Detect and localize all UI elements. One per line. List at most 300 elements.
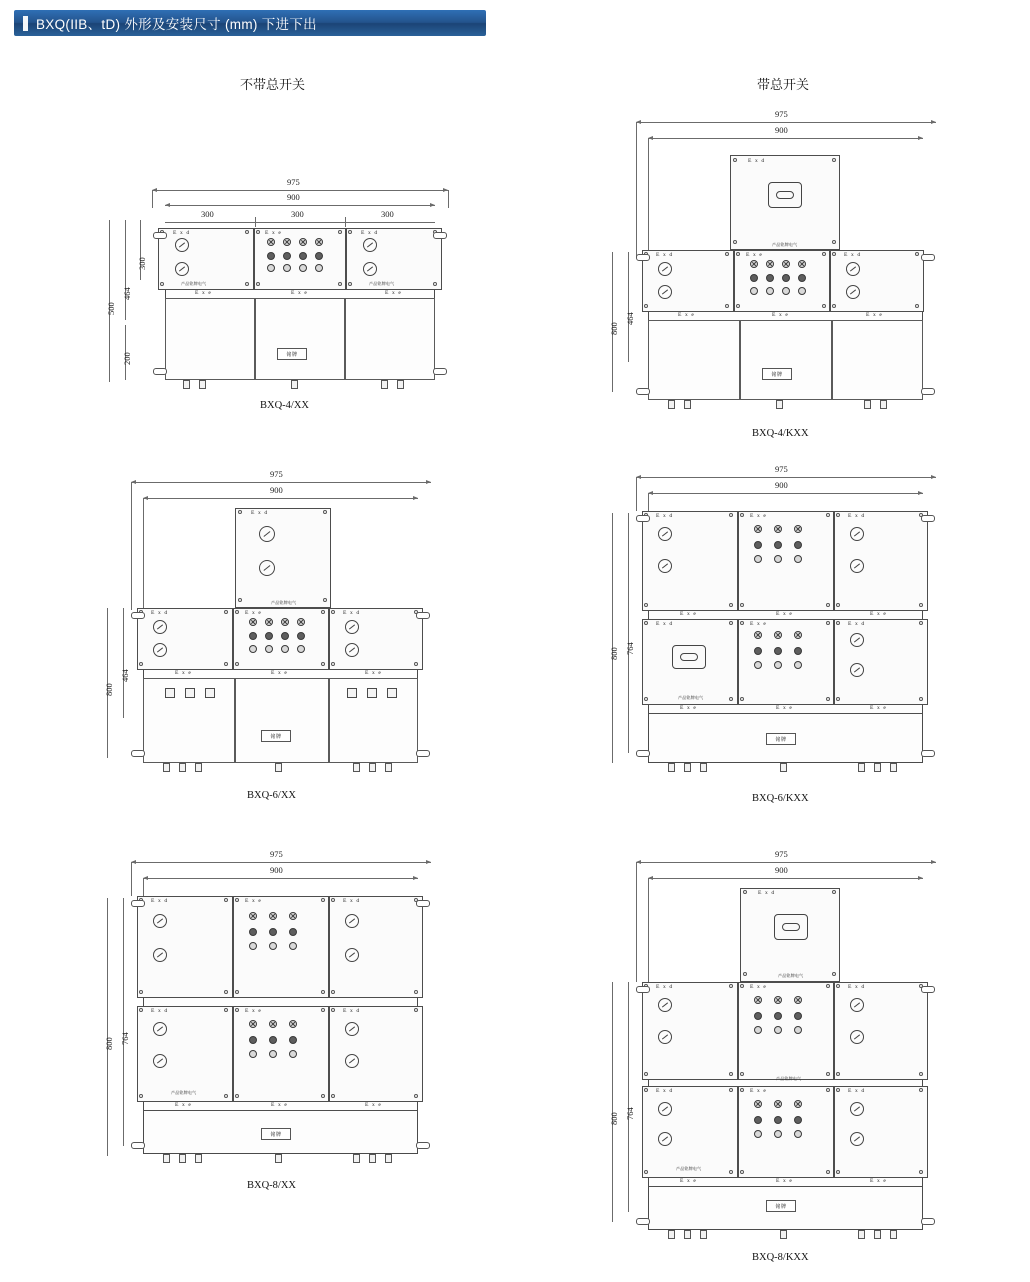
screw (740, 984, 744, 988)
push-button[interactable] (774, 555, 782, 563)
rotary-knob[interactable] (658, 1030, 672, 1044)
dim-label-900: 900 (775, 125, 788, 135)
push-button[interactable] (283, 252, 291, 260)
push-button[interactable] (267, 252, 275, 260)
rotary-knob[interactable] (850, 1030, 864, 1044)
main-switch-handle[interactable] (774, 914, 808, 940)
push-button[interactable] (798, 274, 806, 282)
push-button[interactable] (774, 1130, 782, 1138)
push-button[interactable] (794, 661, 802, 669)
lid-main-switch (235, 508, 331, 608)
push-button[interactable] (754, 1116, 762, 1124)
push-button[interactable] (754, 1130, 762, 1138)
lid-exd-upper-right (834, 982, 928, 1080)
push-button[interactable] (289, 942, 297, 950)
indicator-button[interactable] (794, 1100, 802, 1108)
screw (321, 1008, 325, 1012)
rotary-knob[interactable] (658, 1132, 672, 1146)
screw (736, 304, 740, 308)
push-button[interactable] (754, 661, 762, 669)
screw (323, 598, 327, 602)
indicator-button[interactable] (766, 260, 774, 268)
indicator-button[interactable] (289, 912, 297, 920)
push-button[interactable] (794, 541, 802, 549)
cable-gland (864, 400, 871, 409)
push-button[interactable] (766, 287, 774, 295)
rotary-knob[interactable] (153, 914, 167, 928)
label-cn: 产品铭牌电气 (678, 695, 704, 700)
push-button[interactable] (269, 1036, 277, 1044)
push-button[interactable] (283, 264, 291, 272)
cable-gland (199, 380, 206, 389)
screw (331, 1094, 335, 1098)
screw (740, 1170, 744, 1174)
push-button[interactable] (774, 1026, 782, 1034)
label-cn: 产品铭牌电气 (676, 1166, 702, 1171)
label-exd: E x d (844, 252, 862, 258)
push-button[interactable] (774, 647, 782, 655)
push-button[interactable] (299, 252, 307, 260)
push-button[interactable] (265, 645, 273, 653)
dim-ext-left (636, 477, 637, 511)
lid-exe-lower-center (738, 1086, 834, 1178)
lid-exe-center (233, 608, 329, 670)
mounting-ear (921, 515, 935, 522)
label-exd: E x d (656, 984, 674, 990)
screw (919, 603, 923, 607)
push-button[interactable] (766, 274, 774, 282)
rotary-knob[interactable] (153, 1022, 167, 1036)
rotary-knob[interactable] (850, 633, 864, 647)
label-exe: E x e (678, 312, 695, 318)
dim-arrow-right (931, 860, 936, 864)
rotary-knob[interactable] (153, 620, 167, 634)
screw (256, 230, 260, 234)
indicator-button[interactable] (299, 238, 307, 246)
screw (414, 1094, 418, 1098)
main-switch-handle[interactable] (672, 645, 706, 669)
dim-label-900: 900 (270, 485, 283, 495)
lower-cabinet-center (740, 320, 832, 400)
label-exd: E x d (848, 513, 866, 519)
cable-gland (890, 763, 897, 772)
screw (822, 304, 826, 308)
rotary-knob[interactable] (363, 262, 377, 276)
nameplate: 铭牌 (261, 730, 291, 742)
dim-label-764: 764 (625, 1107, 635, 1120)
indicator-button[interactable] (794, 996, 802, 1004)
label-exd: E x d (656, 621, 674, 627)
terminal-block (185, 688, 195, 698)
dim-arrow-right2 (918, 491, 923, 495)
screw (338, 282, 342, 286)
rotary-knob[interactable] (658, 527, 672, 541)
cable-gland (874, 1230, 881, 1239)
lid-exd-right (830, 250, 924, 312)
lid-exd-right (329, 608, 423, 670)
rotary-knob[interactable] (850, 559, 864, 573)
indicator-button[interactable] (283, 238, 291, 246)
mounting-ear (433, 232, 447, 239)
push-button[interactable] (269, 1050, 277, 1058)
lid-exe-upper-center (738, 511, 834, 611)
label-exd: E x d (251, 510, 269, 516)
rotary-knob[interactable] (259, 526, 275, 542)
rotary-knob[interactable] (345, 948, 359, 962)
rotary-knob[interactable] (850, 663, 864, 677)
cable-gland (291, 380, 298, 389)
push-button[interactable] (249, 1036, 257, 1044)
dim-ext-left2 (648, 493, 649, 511)
push-button[interactable] (299, 264, 307, 272)
indicator-button[interactable] (249, 912, 257, 920)
push-button[interactable] (754, 541, 762, 549)
push-button[interactable] (798, 287, 806, 295)
push-button[interactable] (750, 287, 758, 295)
screw (826, 621, 830, 625)
dim-line-975 (131, 862, 431, 863)
indicator-button[interactable] (798, 260, 806, 268)
indicator-button[interactable] (794, 525, 802, 533)
push-button[interactable] (297, 645, 305, 653)
push-button[interactable] (794, 555, 802, 563)
push-button[interactable] (750, 274, 758, 282)
dim-arrow-right (931, 120, 936, 124)
nameplate: 铭牌 (766, 733, 796, 745)
rotary-knob[interactable] (345, 643, 359, 657)
push-button[interactable] (315, 252, 323, 260)
rotary-knob[interactable] (345, 914, 359, 928)
label-cn: 产品铭牌电气 (776, 1076, 802, 1081)
indicator-button[interactable] (289, 1020, 297, 1028)
dim-ext-left2 (648, 138, 649, 256)
rotary-knob[interactable] (363, 238, 377, 252)
label-exe: E x e (365, 670, 382, 676)
label-exd: E x d (343, 1008, 361, 1014)
dim-arrow-right2 (430, 203, 435, 207)
dim-label-seg3: 300 (381, 209, 394, 219)
indicator-button[interactable] (754, 525, 762, 533)
mounting-ear (921, 986, 935, 993)
dim-label-975: 975 (775, 109, 788, 119)
rotary-knob[interactable] (658, 1102, 672, 1116)
dim-label-900: 900 (775, 865, 788, 875)
mounting-ear (416, 750, 430, 757)
push-button[interactable] (754, 1026, 762, 1034)
screw (729, 984, 733, 988)
rotary-knob[interactable] (850, 1102, 864, 1116)
rotary-knob[interactable] (345, 1054, 359, 1068)
dim-label-800: 800 (609, 322, 619, 335)
screw (235, 990, 239, 994)
divider (648, 1186, 923, 1187)
dim-ext-left (636, 122, 637, 257)
label-cn: 产品铭牌电气 (778, 973, 804, 978)
indicator-button[interactable] (249, 1020, 257, 1028)
screw (740, 603, 744, 607)
screw (414, 990, 418, 994)
push-button[interactable] (249, 942, 257, 950)
dim-line-764 (123, 898, 124, 1146)
rotary-knob[interactable] (345, 620, 359, 634)
label-exd: E x d (656, 513, 674, 519)
label-exe: E x e (750, 1088, 767, 1094)
lid-exe-upper-center (738, 982, 834, 1080)
cable-gland (780, 763, 787, 772)
mounting-ear (921, 388, 935, 395)
indicator-button[interactable] (754, 996, 762, 1004)
push-button[interactable] (754, 1012, 762, 1020)
indicator-button[interactable] (281, 618, 289, 626)
push-button[interactable] (289, 1036, 297, 1044)
label-exe: E x e (680, 705, 697, 711)
main-switch-handle[interactable] (768, 182, 802, 208)
screw (644, 603, 648, 607)
push-button[interactable] (269, 928, 277, 936)
lid-exd-upper-left (642, 511, 738, 611)
lid-exd-lower-right (834, 619, 928, 705)
label-exd: E x d (173, 230, 191, 236)
push-button[interactable] (774, 541, 782, 549)
push-button[interactable] (297, 632, 305, 640)
mounting-ear (636, 515, 650, 522)
rotary-knob[interactable] (259, 560, 275, 576)
push-button[interactable] (281, 645, 289, 653)
push-button[interactable] (794, 647, 802, 655)
dim-arrow-right2 (918, 876, 923, 880)
figure-bxq-4-kxx (600, 100, 1000, 450)
label-exd: E x d (151, 1008, 169, 1014)
dim-label-seg1: 300 (201, 209, 214, 219)
dim-line-464 (125, 220, 126, 320)
rotary-knob[interactable] (175, 262, 189, 276)
dim-line-900 (165, 205, 435, 206)
rotary-knob[interactable] (153, 1054, 167, 1068)
screw (224, 662, 228, 666)
mounting-ear (131, 612, 145, 619)
cable-gland (385, 763, 392, 772)
label-exd: E x d (848, 984, 866, 990)
figure-bxq-8-xx (95, 840, 495, 1240)
terminal-block (347, 688, 357, 698)
cable-gland (179, 1154, 186, 1163)
cable-gland (179, 763, 186, 772)
push-button[interactable] (794, 1130, 802, 1138)
screw (729, 1088, 733, 1092)
label-exe: E x e (750, 513, 767, 519)
mounting-ear (153, 232, 167, 239)
push-button[interactable] (774, 1116, 782, 1124)
screw (323, 510, 327, 514)
indicator-button[interactable] (774, 631, 782, 639)
rotary-knob[interactable] (658, 262, 672, 276)
indicator-button[interactable] (774, 525, 782, 533)
screw (644, 1088, 648, 1092)
rotary-knob[interactable] (850, 998, 864, 1012)
screw (832, 252, 836, 256)
indicator-button[interactable] (315, 238, 323, 246)
screw (826, 697, 830, 701)
cable-gland (880, 400, 887, 409)
mounting-ear (636, 1218, 650, 1225)
lid-exd-lower-left (137, 1006, 233, 1102)
label-exe: E x e (245, 898, 262, 904)
indicator-button[interactable] (265, 618, 273, 626)
push-button[interactable] (782, 274, 790, 282)
mounting-ear (433, 368, 447, 375)
push-button[interactable] (269, 942, 277, 950)
indicator-button[interactable] (267, 238, 275, 246)
label-exe: E x e (870, 705, 887, 711)
cable-gland (684, 763, 691, 772)
indicator-button[interactable] (269, 1020, 277, 1028)
dim-arrow-right (931, 475, 936, 479)
indicator-button[interactable] (774, 1100, 782, 1108)
screw (433, 282, 437, 286)
indicator-button[interactable] (750, 260, 758, 268)
screw (235, 1008, 239, 1012)
screw (348, 282, 352, 286)
rotary-knob[interactable] (175, 238, 189, 252)
push-button[interactable] (249, 632, 257, 640)
push-button[interactable] (249, 645, 257, 653)
lid-exd-upper-left (137, 896, 233, 998)
screw (644, 697, 648, 701)
screw (160, 282, 164, 286)
screw (414, 662, 418, 666)
rotary-knob[interactable] (846, 262, 860, 276)
screw (826, 1072, 830, 1076)
push-button[interactable] (281, 632, 289, 640)
rotary-knob[interactable] (850, 527, 864, 541)
screw (915, 304, 919, 308)
dim-line-764 (628, 513, 629, 753)
cable-gland (858, 1230, 865, 1239)
rotary-knob[interactable] (846, 285, 860, 299)
label-exe: E x e (291, 290, 308, 296)
lower-cabinet-left (648, 320, 740, 400)
dim-label-200: 200 (122, 352, 132, 365)
screw (822, 252, 826, 256)
label-exe: E x e (265, 230, 282, 236)
indicator-button[interactable] (774, 996, 782, 1004)
push-button[interactable] (249, 928, 257, 936)
mounting-ear (153, 368, 167, 375)
rotary-knob[interactable] (658, 559, 672, 573)
dim-ext-right (448, 190, 449, 208)
push-button[interactable] (794, 1116, 802, 1124)
nameplate: 铭牌 (261, 1128, 291, 1140)
lower-cabinet-right (832, 320, 923, 400)
screw (139, 990, 143, 994)
lower-cabinet-center (235, 678, 329, 763)
nameplate: 铭牌 (766, 1200, 796, 1212)
lower-cabinet-center (255, 298, 345, 380)
screw (832, 890, 836, 894)
cable-gland (684, 400, 691, 409)
indicator-button[interactable] (269, 912, 277, 920)
indicator-button[interactable] (754, 1100, 762, 1108)
push-button[interactable] (774, 1012, 782, 1020)
dim-arrow-right2 (413, 876, 418, 880)
dim-div-2 (345, 217, 346, 227)
cable-gland (369, 763, 376, 772)
lid-exd-lower-right (834, 1086, 928, 1178)
label-exe: E x e (772, 312, 789, 318)
divider (648, 713, 923, 714)
push-button[interactable] (782, 287, 790, 295)
push-button[interactable] (289, 1050, 297, 1058)
indicator-button[interactable] (794, 631, 802, 639)
push-button[interactable] (249, 1050, 257, 1058)
screw (256, 282, 260, 286)
push-button[interactable] (267, 264, 275, 272)
rotary-knob[interactable] (345, 1022, 359, 1036)
screw (245, 282, 249, 286)
cable-gland (700, 1230, 707, 1239)
cable-gland (195, 763, 202, 772)
push-button[interactable] (315, 264, 323, 272)
lid-exe-lower-center (233, 1006, 329, 1102)
label-exe: E x e (680, 611, 697, 617)
label-exe: E x e (680, 1178, 697, 1184)
nameplate: 铭牌 (277, 348, 307, 360)
indicator-button[interactable] (249, 618, 257, 626)
screw (321, 610, 325, 614)
dim-label-764: 764 (625, 642, 635, 655)
screw (224, 990, 228, 994)
dim-label-764: 764 (120, 1032, 130, 1045)
dim-label-464: 464 (122, 287, 132, 300)
push-button[interactable] (754, 647, 762, 655)
indicator-button[interactable] (782, 260, 790, 268)
cable-gland (385, 1154, 392, 1163)
push-button[interactable] (754, 555, 762, 563)
push-button[interactable] (794, 1012, 802, 1020)
rotary-knob[interactable] (850, 1132, 864, 1146)
label-exe: E x e (776, 1178, 793, 1184)
rotary-knob[interactable] (153, 948, 167, 962)
rotary-knob[interactable] (658, 998, 672, 1012)
cable-gland (275, 1154, 282, 1163)
screw (826, 603, 830, 607)
indicator-button[interactable] (297, 618, 305, 626)
push-button[interactable] (265, 632, 273, 640)
rotary-knob[interactable] (658, 285, 672, 299)
rotary-knob[interactable] (153, 643, 167, 657)
cable-gland (776, 400, 783, 409)
label-exe: E x e (195, 290, 212, 296)
dim-line-300 (140, 220, 141, 280)
screw (826, 513, 830, 517)
push-button[interactable] (794, 1026, 802, 1034)
lid-exd-left (642, 250, 734, 312)
push-button[interactable] (289, 928, 297, 936)
dim-line-464 (628, 252, 629, 362)
dim-ext-left (131, 862, 132, 896)
column-title-right: 带总开关 (757, 77, 810, 92)
screw (224, 610, 228, 614)
push-button[interactable] (774, 661, 782, 669)
screw (331, 1008, 335, 1012)
screw (245, 230, 249, 234)
dim-line-764 (628, 982, 629, 1212)
indicator-button[interactable] (754, 631, 762, 639)
label-exe: E x e (866, 312, 883, 318)
lid-exd-left (137, 608, 233, 670)
screw (836, 1088, 840, 1092)
screw (331, 662, 335, 666)
